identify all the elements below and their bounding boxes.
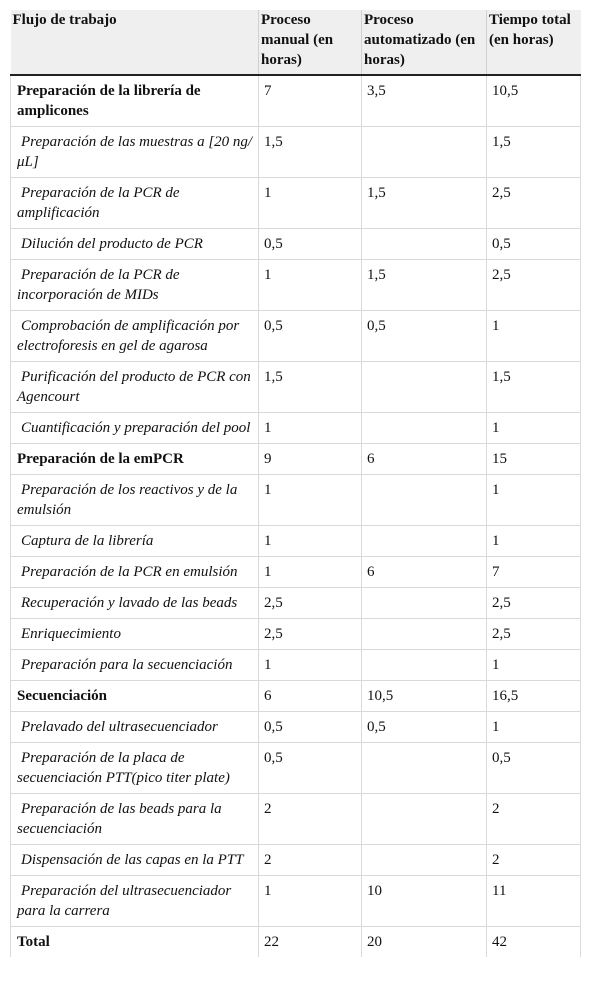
workflow-step-label: Preparación de la PCR de amplificación	[17, 185, 180, 221]
automated-hours-cell: 1,5	[362, 260, 487, 311]
total-hours-cell: 1	[487, 650, 581, 681]
manual-hours-cell: 0,5	[259, 743, 362, 794]
workflow-step-label: Recuperación y lavado de las beads	[21, 595, 238, 611]
automated-hours-cell: 6	[362, 557, 487, 588]
manual-hours-cell: 1,5	[259, 127, 362, 178]
automated-hours-cell	[362, 650, 487, 681]
workflow-cell	[11, 229, 259, 260]
table-row	[11, 526, 581, 557]
automated-hours-cell	[362, 229, 487, 260]
table-row	[11, 557, 581, 588]
workflow-cell	[11, 588, 259, 619]
workflow-step-label: Preparación de las muestras a [20 ng/μL]	[17, 134, 253, 170]
total-hours-cell: 0,5	[487, 743, 581, 794]
workflow-cell: Preparación de la librería de amplicones	[11, 75, 259, 127]
total-hours-cell: 15	[487, 444, 581, 475]
manual-hours-cell: 22	[259, 927, 362, 958]
workflow-cell	[11, 475, 259, 526]
table-row	[11, 588, 581, 619]
total-hours-cell: 1	[487, 413, 581, 444]
workflow-cell: Total	[11, 927, 259, 958]
workflow-cell	[11, 876, 259, 927]
manual-hours-cell: 6	[259, 681, 362, 712]
manual-hours-cell: 0,5	[259, 712, 362, 743]
total-hours-cell: 1	[487, 475, 581, 526]
total-hours-cell: 2,5	[487, 588, 581, 619]
automated-hours-cell	[362, 413, 487, 444]
workflow-step-label: Preparación de las beads para la secuenciación	[17, 801, 222, 837]
workflow-cell	[11, 845, 259, 876]
workflow-cell	[11, 712, 259, 743]
workflow-step-label: Purificación del producto de PCR con Agencourt	[17, 369, 251, 405]
table-header	[11, 10, 581, 75]
automated-hours-cell: 0,5	[362, 311, 487, 362]
workflow-step-label: Comprobación de amplificación por electroforesis en gel de agarosa	[17, 318, 240, 354]
section-row	[11, 75, 581, 127]
automated-hours-cell	[362, 794, 487, 845]
table-row	[11, 619, 581, 650]
workflow-step-label: Preparación para la secuenciación	[21, 657, 233, 673]
workflow-cell	[11, 557, 259, 588]
manual-hours-cell: 0,5	[259, 311, 362, 362]
automated-hours-cell	[362, 588, 487, 619]
manual-hours-cell: 1	[259, 475, 362, 526]
workflow-cell: Preparación de la emPCR	[11, 444, 259, 475]
workflow-cell	[11, 743, 259, 794]
automated-hours-cell	[362, 743, 487, 794]
manual-hours-cell: 1	[259, 526, 362, 557]
workflow-cell	[11, 526, 259, 557]
total-hours-cell: 2,5	[487, 619, 581, 650]
workflow-step-label: Preparación del ultrasecuenciador para la carrera	[17, 883, 232, 919]
automated-hours-cell: 20	[362, 927, 487, 958]
workflow-cell	[11, 362, 259, 413]
automated-hours-cell	[362, 526, 487, 557]
table-row	[11, 845, 581, 876]
automated-hours-cell	[362, 475, 487, 526]
table-row	[11, 876, 581, 927]
total-hours-cell: 2,5	[487, 260, 581, 311]
workflow-cell	[11, 260, 259, 311]
table-row	[11, 475, 581, 526]
total-hours-cell: 1	[487, 712, 581, 743]
workflow-step-label: Preparación de los reactivos y de la emulsión	[17, 482, 238, 518]
total-hours-cell: 11	[487, 876, 581, 927]
manual-hours-cell: 2,5	[259, 588, 362, 619]
workflow-step-label: Dilución del producto de PCR	[21, 236, 203, 252]
table-row	[11, 413, 581, 444]
total-hours-cell: 2,5	[487, 178, 581, 229]
total-hours-cell: 1,5	[487, 362, 581, 413]
total-hours-cell: 1,5	[487, 127, 581, 178]
header-manual: Proceso manual (en horas)	[259, 10, 362, 75]
workflow-cell	[11, 127, 259, 178]
table-row	[11, 794, 581, 845]
automated-hours-cell: 6	[362, 444, 487, 475]
workflow-cell	[11, 413, 259, 444]
table-row	[11, 178, 581, 229]
manual-hours-cell: 1	[259, 876, 362, 927]
manual-hours-cell: 1	[259, 413, 362, 444]
automated-hours-cell: 10	[362, 876, 487, 927]
total-hours-cell: 10,5	[487, 75, 581, 127]
workflow-step-label: Captura de la librería	[21, 533, 154, 549]
table-row	[11, 127, 581, 178]
workflow-cell	[11, 650, 259, 681]
table-row	[11, 229, 581, 260]
header-workflow: Flujo de trabajo	[11, 10, 259, 75]
manual-hours-cell: 1	[259, 178, 362, 229]
total-hours-cell: 1	[487, 311, 581, 362]
manual-hours-cell: 1,5	[259, 362, 362, 413]
workflow-step-label: Dispensación de las capas en la PTT	[21, 852, 244, 868]
total-hours-cell: 0,5	[487, 229, 581, 260]
total-hours-cell: 42	[487, 927, 581, 958]
automated-hours-cell	[362, 845, 487, 876]
total-row	[11, 927, 581, 958]
table-row	[11, 650, 581, 681]
table-row	[11, 362, 581, 413]
table-row	[11, 311, 581, 362]
automated-hours-cell: 10,5	[362, 681, 487, 712]
workflow-step-label: Preparación de la placa de secuenciación PTT(pico titer plate)	[17, 750, 230, 786]
manual-hours-cell: 0,5	[259, 229, 362, 260]
header-automated: Proceso automatizado (en horas)	[362, 10, 487, 75]
workflow-cell	[11, 619, 259, 650]
manual-hours-cell: 1	[259, 260, 362, 311]
automated-hours-cell	[362, 127, 487, 178]
automated-hours-cell	[362, 362, 487, 413]
manual-hours-cell: 7	[259, 75, 362, 127]
workflow-time-table	[10, 10, 581, 957]
workflow-step-label: Enriquecimiento	[21, 626, 121, 642]
automated-hours-cell: 3,5	[362, 75, 487, 127]
section-row	[11, 444, 581, 475]
automated-hours-cell: 1,5	[362, 178, 487, 229]
table-row	[11, 743, 581, 794]
section-row	[11, 681, 581, 712]
manual-hours-cell: 1	[259, 557, 362, 588]
total-hours-cell: 16,5	[487, 681, 581, 712]
manual-hours-cell: 1	[259, 650, 362, 681]
total-hours-cell: 1	[487, 526, 581, 557]
workflow-cell	[11, 178, 259, 229]
workflow-cell	[11, 311, 259, 362]
table-body	[11, 75, 581, 957]
header-total: Tiempo total (en horas)	[487, 10, 581, 75]
total-hours-cell: 7	[487, 557, 581, 588]
manual-hours-cell: 2,5	[259, 619, 362, 650]
total-hours-cell: 2	[487, 845, 581, 876]
workflow-cell: Secuenciación	[11, 681, 259, 712]
workflow-step-label: Prelavado del ultrasecuenciador	[21, 719, 218, 735]
header-row	[11, 10, 581, 75]
automated-hours-cell: 0,5	[362, 712, 487, 743]
workflow-step-label: Preparación de la PCR en emulsión	[21, 564, 238, 580]
automated-hours-cell	[362, 619, 487, 650]
workflow-step-label: Preparación de la PCR de incorporación de MIDs	[17, 267, 180, 303]
table-row	[11, 260, 581, 311]
manual-hours-cell: 9	[259, 444, 362, 475]
manual-hours-cell: 2	[259, 794, 362, 845]
total-hours-cell: 2	[487, 794, 581, 845]
table-row	[11, 712, 581, 743]
workflow-cell	[11, 794, 259, 845]
workflow-step-label: Cuantificación y preparación del pool	[21, 420, 251, 436]
manual-hours-cell: 2	[259, 845, 362, 876]
